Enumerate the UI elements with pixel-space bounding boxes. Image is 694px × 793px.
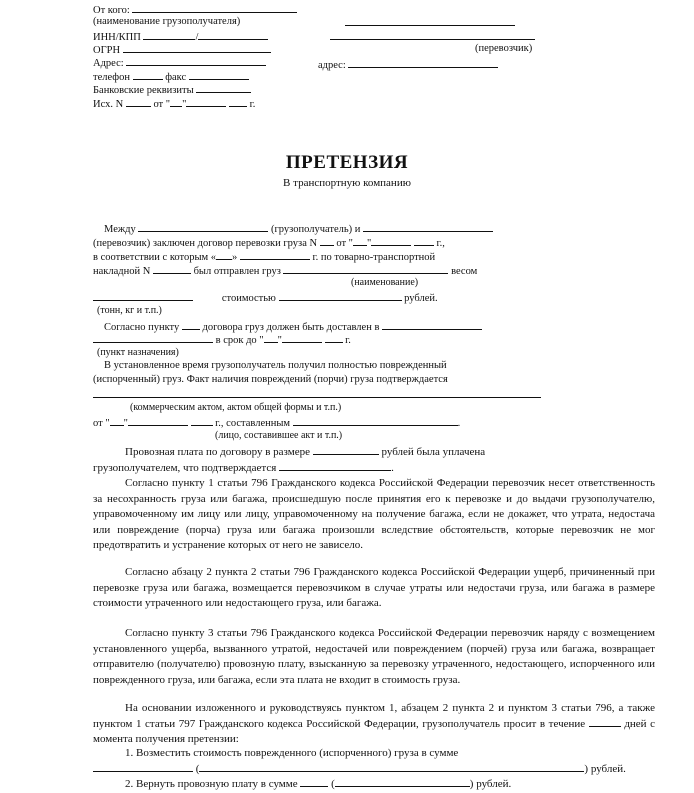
destination-hint: (пункт назначения) xyxy=(97,347,179,358)
form-line-4: накладной N был отправлен груз весом xyxy=(93,266,478,277)
form-line-8: от " " г., составленным . xyxy=(93,418,461,429)
form-line-1: Между (грузополучатель) и xyxy=(104,222,493,236)
from-label: От кого: xyxy=(93,3,297,17)
received-line-1: В установленное время грузополучатель получил полностью поврежденный xyxy=(104,360,447,371)
act-field[interactable] xyxy=(93,388,541,402)
page-title: ПРЕТЕНЗИЯ xyxy=(285,152,409,173)
outgoing-ref: Исх. N от " " г. xyxy=(93,99,256,110)
form-line-5: стоимостью рублей. xyxy=(93,291,438,305)
units-hint: (тонн, кг и т.п.) xyxy=(97,305,162,316)
paragraph-article-796-1: Согласно пункту 1 статьи 796 Гражданского кодекса Российской Федерации перевозчик несет ответственность за несохранность груза или багажа, происшедшую после принятия его к перевозке и до выдачи грузополучателю, управомоченному им лицу или лицу, управомоченному на получение багажа, если не докажет, что утрата, недостача или повреждение (порча) груза или багажа произошли вследствие обстоятельств, которые перевозчик не мог предотвратить и устранение которых от него не зависело. xyxy=(93,477,655,552)
carrier-hint: (перевозчик) xyxy=(475,43,533,54)
form-line-7: в срок до " " г. xyxy=(93,333,351,347)
address: Адрес: xyxy=(93,56,266,70)
ogrn: ОГРН xyxy=(93,43,271,57)
paragraph-request: На основании изложенного и руководствуясь пунктом 1, абзацем 2 пункта 2 и пунктом 3 статьи 796, а также пунктом 1 статьи 797 Гражданского кодекса Российской Федерации, грузополучатель просит в течение дней с момента получения претензии: xyxy=(93,702,656,746)
inn-kpp: ИНН/КПП / xyxy=(93,30,268,44)
received-line-2: (испорченный) груз. Факт наличия повреждений (порчи) груза подтверждается xyxy=(93,374,448,385)
carrier-address: адрес: xyxy=(318,58,498,72)
item-2: 2. Вернуть провозную плату в сумме ( ) рублей. xyxy=(125,778,512,790)
phone-fax: телефон факс xyxy=(93,70,249,84)
from-field[interactable] xyxy=(132,3,297,13)
person-hint: (лицо, составившее акт и т.п.) xyxy=(215,430,343,441)
item-1-amount: ( ) рублей. xyxy=(93,762,626,775)
recipient-hint: (наименование грузополучателя) xyxy=(93,16,241,27)
item-1: 1. Возместить стоимость поврежденного (испорченного) груза в сумме xyxy=(125,747,459,759)
bank-details: Банковские реквизиты xyxy=(93,83,251,97)
carrier-name-line-1[interactable] xyxy=(345,16,515,30)
form-line-3: в соответствии с которым « » г. по товарно-транспортной xyxy=(93,252,436,263)
paragraph-article-796-3: Согласно пункту 3 статьи 796 Гражданского кодекса Российской Федерации перевозчик наряду с возмещением установленного ущерба, вызванного утратой, недостачей или повреждением (порчей) груза или багажа, возвращает отправителю (получателю) провозную плату, взысканную за перевозку утраченного, недостающего, испорченного или поврежденного груза, или багажа, если эта плата не входит в стоимость груза. xyxy=(93,627,655,686)
carrier-name-line-2[interactable] xyxy=(330,30,535,44)
name-hint: (наименование) xyxy=(351,277,419,288)
paragraph-fee: Провозная плата по договору в размере рублей была уплачена грузополучателем, что подтверждается . xyxy=(93,446,486,474)
form-line-6: Согласно пункту договора груз должен быть доставлен в xyxy=(104,320,482,334)
paragraph-article-796-2: Согласно абзацу 2 пункта 2 статьи 796 Гражданского кодекса Российской Федерации ущерб, причиненный при перевозке груза или багажа, возмещается перевозчиком в случае утраты или недостачи груза, или багажа в размере стоимости утраченного или недостающего груза, или багажа. xyxy=(93,566,655,610)
act-hint: (коммерческим актом, актом общей формы и т.п.) xyxy=(130,402,342,413)
form-line-2: (перевозчик) заключен договор перевозки груза N от " " г., xyxy=(93,238,445,249)
page-subtitle: В транспортную компанию xyxy=(283,177,411,189)
